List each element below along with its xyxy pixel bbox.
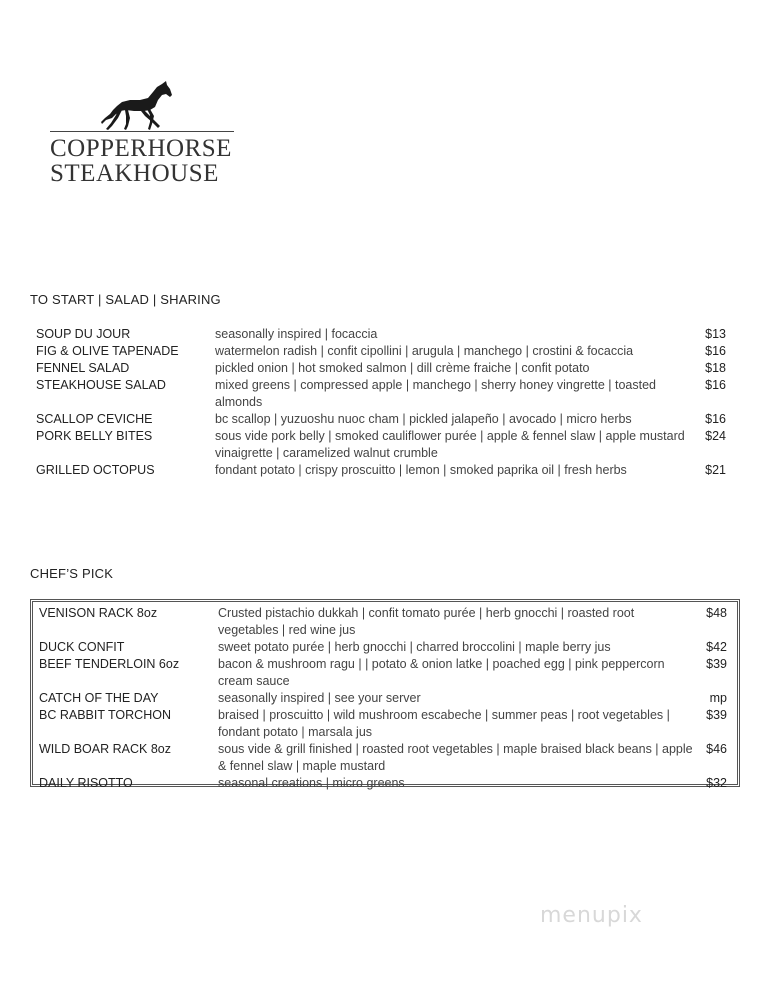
item-price: $24 bbox=[705, 429, 726, 443]
item-description: braised | proscuitto | wild mushroom escabeche | summer peas | root vegetables | fondant potato | marsala jus bbox=[218, 708, 670, 739]
item-name: GRILLED OCTOPUS bbox=[36, 463, 155, 477]
item-description: sous vide & grill finished | roasted root vegetables | maple braised black beans | apple & fennel slaw | maple mustard bbox=[218, 742, 693, 773]
chefs-pick-menu bbox=[39, 605, 737, 792]
item-name: STEAKHOUSE SALAD bbox=[36, 378, 166, 392]
item-description: sweet potato purée | herb gnocchi | charred broccolini | maple berry jus bbox=[218, 640, 611, 654]
horse-icon bbox=[100, 80, 174, 132]
item-name: BC RABBIT TORCHON bbox=[39, 708, 171, 722]
item-name: SCALLOP CEVICHE bbox=[36, 412, 153, 426]
item-name: WILD BOAR RACK 8oz bbox=[39, 742, 171, 756]
item-price: $13 bbox=[705, 327, 726, 341]
menu-item bbox=[36, 428, 736, 462]
item-price: $18 bbox=[705, 361, 726, 375]
logo-divider bbox=[50, 131, 234, 132]
brand-subtitle: STEAKHOUSE bbox=[50, 160, 219, 187]
item-description: sous vide pork belly | smoked cauliflower purée | apple & fennel slaw | apple mustard vinaigrette | caramelized walnut crumble bbox=[215, 429, 685, 460]
starters-menu bbox=[36, 326, 736, 479]
item-name: BEEF TENDERLOIN 6oz bbox=[39, 657, 180, 671]
menu-item bbox=[39, 775, 737, 792]
menu-item bbox=[39, 741, 737, 775]
chefs-pick-box bbox=[30, 599, 740, 790]
menu-item bbox=[36, 462, 736, 479]
item-description: bacon & mushroom ragu | | potato & onion latke | poached egg | pink peppercorn cream sauce bbox=[218, 657, 665, 688]
section-title-chefs-pick: CHEF’S PICK bbox=[30, 566, 114, 581]
item-price: $39 bbox=[706, 708, 727, 722]
menu-item bbox=[39, 707, 737, 741]
item-description: watermelon radish | confit cipollini | arugula | manchego | crostini & focaccia bbox=[215, 344, 634, 358]
item-price: $32 bbox=[706, 776, 727, 790]
item-price: $39 bbox=[706, 657, 727, 671]
menu-item bbox=[36, 343, 736, 360]
item-description: fondant potato | crispy proscuitto | lemon | smoked paprika oil | fresh herbs bbox=[215, 463, 627, 477]
menu-item bbox=[36, 411, 736, 428]
item-price: $16 bbox=[705, 378, 726, 392]
watermark: menupix bbox=[540, 903, 643, 928]
item-price: $16 bbox=[705, 412, 726, 426]
item-price: $46 bbox=[706, 742, 727, 756]
menu-item bbox=[39, 605, 737, 639]
item-name: DUCK CONFIT bbox=[39, 640, 125, 654]
item-price: $42 bbox=[706, 640, 727, 654]
item-name: FIG & OLIVE TAPENADE bbox=[36, 344, 179, 358]
menu-item bbox=[36, 377, 736, 411]
brand-name: COPPERHORSE bbox=[50, 135, 232, 162]
item-description: seasonally inspired | see your server bbox=[218, 691, 421, 705]
item-name: VENISON RACK 8oz bbox=[39, 606, 158, 620]
item-description: bc scallop | yuzuoshu nuoc cham | pickled jalapeño | avocado | micro herbs bbox=[215, 412, 632, 426]
item-name: CATCH OF THE DAY bbox=[39, 691, 159, 705]
item-description: seasonally inspired | focaccia bbox=[215, 327, 378, 341]
item-description: mixed greens | compressed apple | manchego | sherry honey vingrette | toasted almonds bbox=[215, 378, 657, 409]
item-description: seasonal creations | micro greens bbox=[218, 776, 405, 790]
item-price: $16 bbox=[705, 344, 726, 358]
menu-item bbox=[39, 639, 737, 656]
item-price: mp bbox=[709, 691, 727, 705]
menu-item bbox=[39, 690, 737, 707]
item-description: pickled onion | hot smoked salmon | dill crème fraiche | confit potato bbox=[215, 361, 590, 375]
menu-item bbox=[36, 360, 736, 377]
item-name: SOUP DU JOUR bbox=[36, 327, 131, 341]
item-name: PORK BELLY BITES bbox=[36, 429, 153, 443]
item-name: DAILY RISOTTO bbox=[39, 776, 133, 790]
section-title-starters: TO START | SALAD | SHARING bbox=[30, 292, 221, 307]
item-name: FENNEL SALAD bbox=[36, 361, 130, 375]
menu-item bbox=[39, 656, 737, 690]
item-price: $21 bbox=[705, 463, 726, 477]
item-description: Crusted pistachio dukkah | confit tomato purée | herb gnocchi | roasted root vegetables | red wine jus bbox=[218, 606, 635, 637]
item-price: $48 bbox=[706, 606, 727, 620]
menu-item bbox=[36, 326, 736, 343]
